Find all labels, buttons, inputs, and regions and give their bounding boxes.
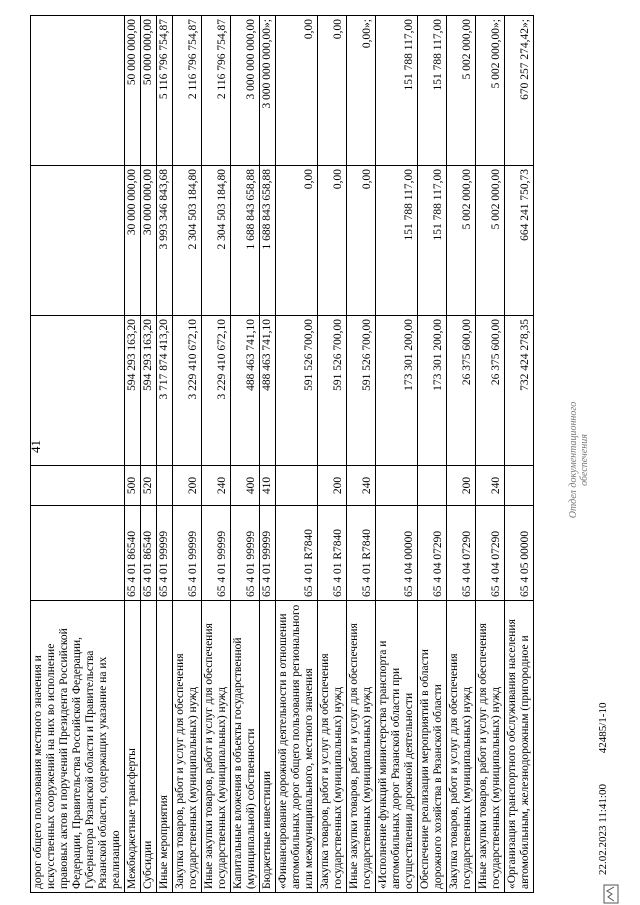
budget-table <box>30 15 534 893</box>
row-value-2023: 594 293 163,20 <box>141 316 157 466</box>
row-code: 65 4 01 R7840 <box>318 506 347 601</box>
row-value-2023: 26 375 600,00 <box>447 316 476 466</box>
row-expense-type: 410 <box>260 466 276 506</box>
row-value-2025: 3 000 000 000,00»; <box>260 16 276 166</box>
row-expense-type <box>276 466 318 506</box>
row-value-2025: 3 000 000 000,00 <box>231 16 260 166</box>
table-row <box>202 16 231 893</box>
row-value-2024 <box>31 166 125 316</box>
row-value-2024: 151 788 117,00 <box>418 166 447 316</box>
table-row <box>173 16 202 893</box>
row-code: 65 4 01 86540 <box>125 506 141 601</box>
row-expense-type <box>31 466 125 506</box>
row-expense-type: 520 <box>141 466 157 506</box>
row-code: 65 4 01 99999 <box>157 506 173 601</box>
stamp-icon <box>600 883 622 905</box>
row-value-2024: 5 002 000,00 <box>447 166 476 316</box>
row-description: Обеспечение реализации мероприятий в области дорожного хозяйства в Рязанской области <box>418 601 447 893</box>
row-value-2025: 670 257 274,42»; <box>505 16 534 166</box>
row-description: Иные закупки товаров, работ и услуг для обеспечения государственных (муниципальных) нужд <box>476 601 505 893</box>
row-code: 65 4 04 07290 <box>447 506 476 601</box>
row-code: 65 4 05 00000 <box>505 506 534 601</box>
row-expense-type <box>157 466 173 506</box>
row-value-2025: 5 002 000,00»; <box>476 16 505 166</box>
row-expense-type: 200 <box>318 466 347 506</box>
row-description: Закупка товаров, работ и услуг для обеспечения государственных (муниципальных) нужд <box>173 601 202 893</box>
row-expense-type <box>505 466 534 506</box>
row-value-2023: 488 463 741,10 <box>231 316 260 466</box>
row-value-2023: 3 717 874 413,20 <box>157 316 173 466</box>
row-description: Субсидии <box>141 601 157 893</box>
row-value-2025: 0,00»; <box>347 16 376 166</box>
row-description: Иные закупки товаров, работ и услуг для обеспечения государственных (муниципальных) нужд <box>347 601 376 893</box>
row-expense-type <box>376 466 418 506</box>
row-value-2024: 30 000 000,00 <box>141 166 157 316</box>
table-row <box>157 16 173 893</box>
row-value-2024: 0,00 <box>347 166 376 316</box>
row-description: Иные мероприятия <box>157 601 173 893</box>
table-row <box>476 16 505 893</box>
row-value-2024: 3 993 346 843,68 <box>157 166 173 316</box>
department-stamp: Отдел документационного обеспечения <box>568 401 590 519</box>
row-expense-type: 240 <box>347 466 376 506</box>
row-code: 65 4 04 07290 <box>476 506 505 601</box>
row-code: 65 4 01 99999 <box>260 506 276 601</box>
row-value-2023: 594 293 163,20 <box>125 316 141 466</box>
row-expense-type: 200 <box>447 466 476 506</box>
row-code: 65 4 01 R7840 <box>276 506 318 601</box>
table-row <box>505 16 534 893</box>
row-expense-type: 500 <box>125 466 141 506</box>
row-expense-type <box>418 466 447 506</box>
row-value-2023: 173 301 200,00 <box>418 316 447 466</box>
table-row <box>141 16 157 893</box>
table-row <box>447 16 476 893</box>
row-description: Иные закупки товаров, работ и услуг для обеспечения государственных (муниципальных) нужд <box>202 601 231 893</box>
row-value-2024: 2 304 503 184,80 <box>202 166 231 316</box>
row-description: Капитальные вложения в объекты государственной (муниципальной) собственности <box>231 601 260 893</box>
row-value-2023: 26 375 600,00 <box>476 316 505 466</box>
row-value-2025: 0,00 <box>318 16 347 166</box>
table-row <box>125 16 141 893</box>
row-code: 65 4 01 R7840 <box>347 506 376 601</box>
table-row <box>31 16 125 893</box>
row-code <box>31 506 125 601</box>
table-row <box>260 16 276 893</box>
row-code: 65 4 01 99999 <box>173 506 202 601</box>
table-row <box>318 16 347 893</box>
footer <box>597 675 609 875</box>
row-value-2025 <box>31 16 125 166</box>
row-value-2024: 30 000 000,00 <box>125 166 141 316</box>
row-expense-type: 240 <box>202 466 231 506</box>
row-value-2025: 5 116 796 754,87 <box>157 16 173 166</box>
row-code: 65 4 04 07290 <box>418 506 447 601</box>
table-row <box>418 16 447 893</box>
row-expense-type: 200 <box>173 466 202 506</box>
row-description: Бюджетные инвестиции <box>260 601 276 893</box>
row-value-2024: 151 788 117,00 <box>376 166 418 316</box>
row-value-2025: 2 116 796 754,87 <box>173 16 202 166</box>
row-value-2025: 151 788 117,00 <box>418 16 447 166</box>
row-value-2023: 3 229 410 672,10 <box>202 316 231 466</box>
row-code: 65 4 04 00000 <box>376 506 418 601</box>
row-value-2024: 5 002 000,00 <box>476 166 505 316</box>
row-code: 65 4 01 99999 <box>202 506 231 601</box>
row-description: Межбюджетные трансферты <box>125 601 141 893</box>
table-row <box>276 16 318 893</box>
footer-doc-id: 42485/1-10 <box>597 702 609 754</box>
row-value-2023: 488 463 741,10 <box>260 316 276 466</box>
row-value-2023 <box>31 316 125 466</box>
row-value-2023: 591 526 700,00 <box>318 316 347 466</box>
row-value-2023: 3 229 410 672,10 <box>173 316 202 466</box>
row-value-2023: 173 301 200,00 <box>376 316 418 466</box>
table-row <box>376 16 418 893</box>
row-value-2025: 2 116 796 754,87 <box>202 16 231 166</box>
row-value-2024: 664 241 750,73 <box>505 166 534 316</box>
row-value-2025: 50 000 000,00 <box>125 16 141 166</box>
footer-datetime: 22.02.2023 11:41:00 <box>597 784 609 875</box>
row-value-2024: 0,00 <box>276 166 318 316</box>
table-row <box>347 16 376 893</box>
row-value-2024: 0,00 <box>318 166 347 316</box>
row-value-2024: 1 688 843 658,88 <box>260 166 276 316</box>
row-expense-type: 400 <box>231 466 260 506</box>
row-description: Закупка товаров, работ и услуг для обеспечения государственных (муниципальных) нужд <box>318 601 347 893</box>
page-number: 41 <box>28 440 43 453</box>
row-description: «Исполнение функций министерства транспорта и автомобильных дорог Рязанской области при осуществлении дорожной деятельности <box>376 601 418 893</box>
row-value-2023: 591 526 700,00 <box>276 316 318 466</box>
row-value-2025: 5 002 000,00 <box>447 16 476 166</box>
row-description: «Финансирование дорожной деятельности в отношении автомобильных дорог общего пользования регионального или межмуниципального, местного значения <box>276 601 318 893</box>
row-value-2023: 732 424 278,35 <box>505 316 534 466</box>
row-value-2025: 151 788 117,00 <box>376 16 418 166</box>
row-value-2025: 50 000 000,00 <box>141 16 157 166</box>
row-description: дорог общего пользования местного значения и искусственных сооружений на них во исполнение правовых актов и поручений Президента Российской Федерации, Правительства Российской Федерации, Губернатора Рязанской области и Правительства Рязанской области, содержащих указание на их реализацию <box>31 601 125 893</box>
table-row <box>231 16 260 893</box>
row-description: Закупка товаров, работ и услуг для обеспечения государственных (муниципальных) нужд <box>447 601 476 893</box>
row-value-2025: 0,00 <box>276 16 318 166</box>
row-value-2024: 1 688 843 658,88 <box>231 166 260 316</box>
row-code: 65 4 01 99999 <box>231 506 260 601</box>
row-expense-type: 240 <box>476 466 505 506</box>
row-code: 65 4 01 86540 <box>141 506 157 601</box>
row-value-2024: 2 304 503 184,80 <box>173 166 202 316</box>
row-description: «Организация транспортного обслуживания населения автомобильным, железнодорожным (пригородное и <box>505 601 534 893</box>
row-value-2023: 591 526 700,00 <box>347 316 376 466</box>
